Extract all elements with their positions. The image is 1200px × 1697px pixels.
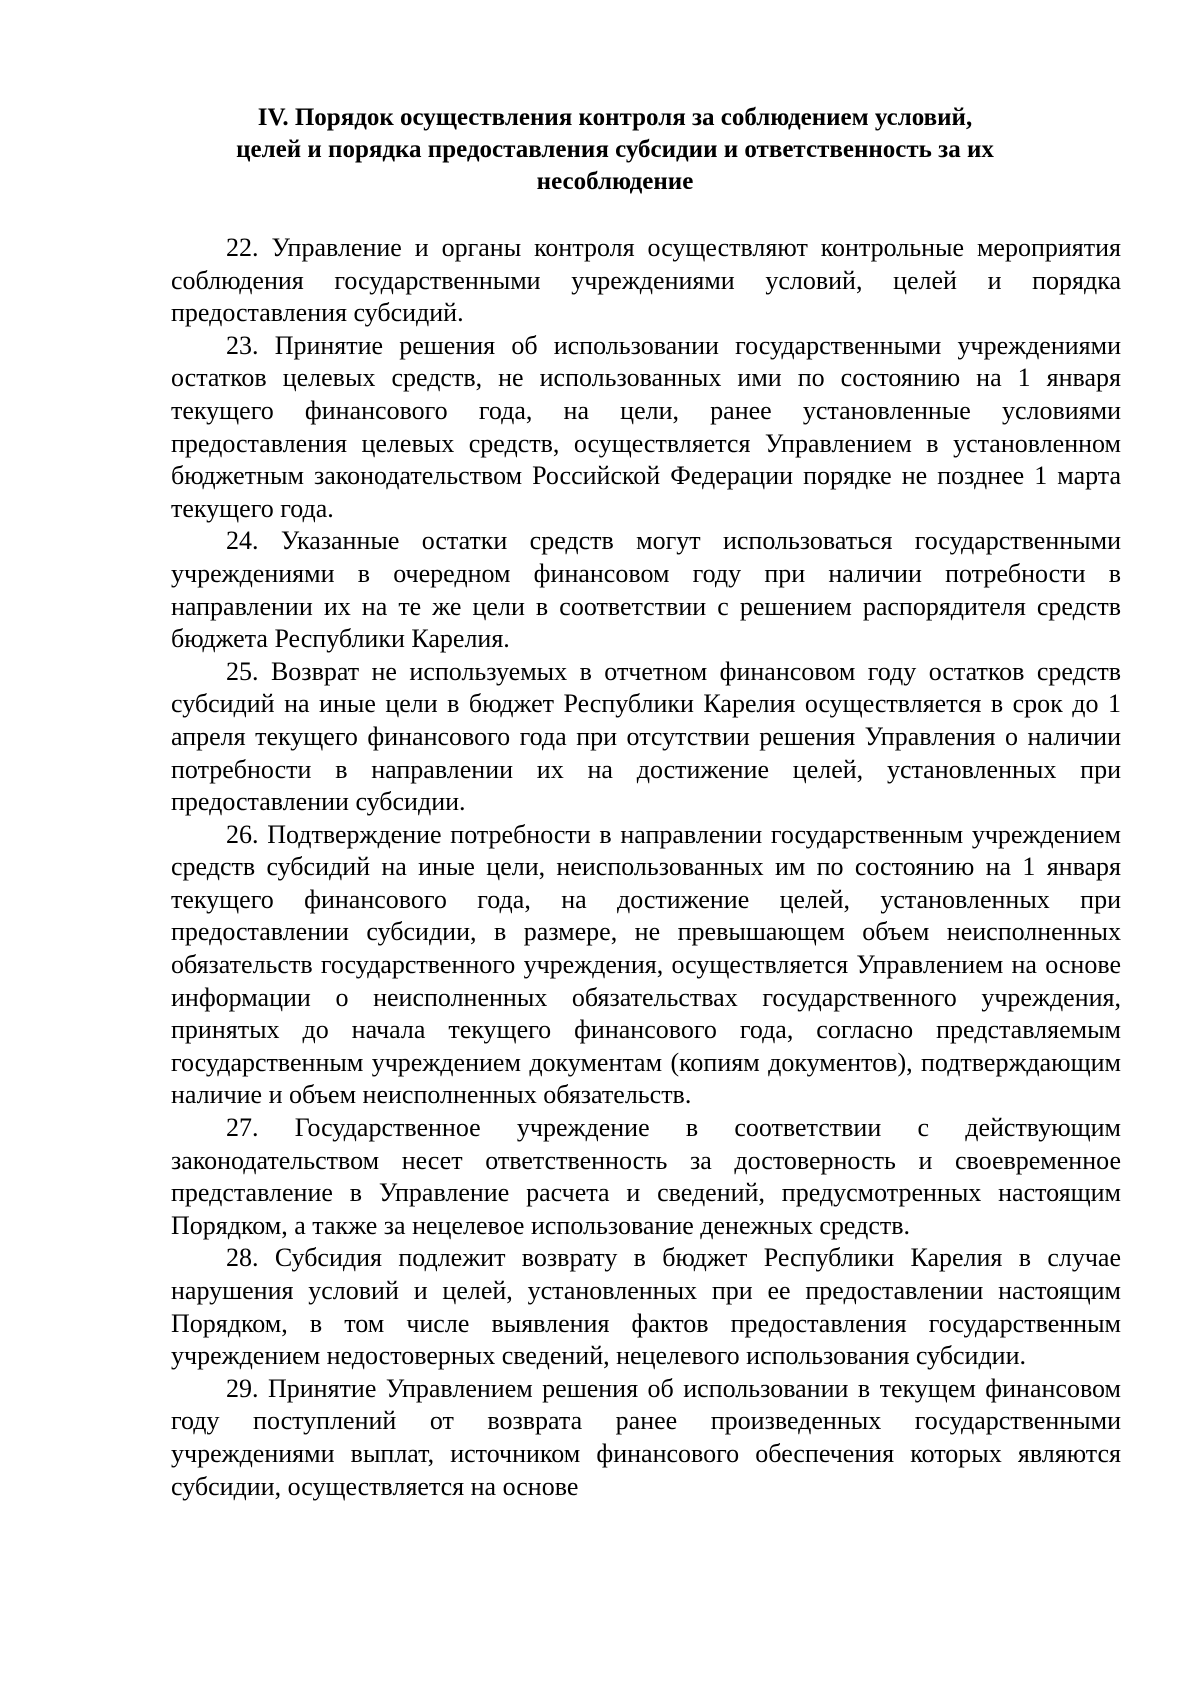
paragraph-27 bbox=[171, 1112, 1121, 1242]
paragraph-text: Принятие решения об использовании государственными учреждениями остатков целевых средств, не использованных ими по состоянию на 1 января текущего финансового года, на цели, ранее установленные условиями предоставления целевых средств, осуществляется Управлением в установленном бюджетным законодательством Российской Федерации порядке не позднее 1 марта текущего года. bbox=[171, 330, 1121, 523]
paragraph-23 bbox=[171, 330, 1121, 526]
paragraph-28 bbox=[171, 1242, 1121, 1372]
paragraph-number: 26. bbox=[226, 819, 259, 849]
heading-line-3: несоблюдение bbox=[536, 168, 694, 195]
heading-line-2: целей и порядка предоставления субсидии и ответственность за их bbox=[236, 136, 994, 163]
paragraph-text: Принятие Управлением решения об использовании в текущем финансовом году поступлений от возврата ранее произведенных государственными учреждениями выплат, источником финансового обеспечения которых являются субсидии, осуществляется на основе bbox=[171, 1373, 1122, 1501]
paragraph-number: 27. bbox=[226, 1113, 259, 1143]
paragraph-text: Возврат не используемых в отчетном финансовом году остатков средств субсидий на иные цели в бюджет Республики Карелия осуществляется в срок до 1 апреля текущего финансового года при отсутствии решения Управления о наличии потребности в направлении их на достижение целей, установленных при предоставлении субсидии. bbox=[171, 656, 1121, 817]
paragraph-number: 29. bbox=[226, 1373, 259, 1403]
paragraph-text: Государственное учреждение в соответствии с действующим законодательством несет ответственность за достоверность и своевременное представление в Управление расчета и сведений, предусмотренных настоящим Порядком, а также за нецелевое использование денежных средств. bbox=[171, 1113, 1122, 1240]
paragraph-text: Подтверждение потребности в направлении государственным учреждением средств субсидий на иные цели, неиспользованных им по состоянию на 1 января текущего финансового года, на достижение целей, установленных при предоставлении субсидии, в размере, не превышающем объем неисполненных обязательств государственного учреждения, осуществляется Управлением на основе информации о неисполненных обязательствах государственного учреждения, принятых до начала текущего финансового года, согласно представляемым государственным учреждением документам (копиям документов), подтверждающим наличие и объем неисполненных обязательств. bbox=[171, 819, 1121, 1110]
paragraph-number: 25. bbox=[226, 656, 259, 686]
paragraph-25 bbox=[171, 656, 1121, 819]
paragraph-29 bbox=[171, 1373, 1121, 1503]
paragraph-number: 24. bbox=[226, 526, 259, 556]
section-heading bbox=[200, 102, 1030, 198]
paragraph-text: Субсидия подлежит возврату в бюджет Республики Карелия в случае нарушения условий и целей, установленных при ее предоставлении настоящим Порядком, в том числе выявления фактов предоставления государственным учреждением недостоверных сведений, нецелевого использования субсидии. bbox=[171, 1243, 1122, 1371]
heading-line-1: IV. Порядок осуществления контроля за соблюдением условий, bbox=[257, 104, 973, 131]
paragraph-number: 23. bbox=[226, 330, 259, 360]
paragraph-26 bbox=[171, 819, 1121, 1112]
paragraph-number: 28. bbox=[226, 1243, 259, 1273]
paragraph-text: Управление и органы контроля осуществляют контрольные мероприятия соблюдения государственными учреждениями условий, целей и порядка предоставления субсидий. bbox=[171, 233, 1121, 328]
paragraph-24 bbox=[171, 525, 1121, 655]
paragraph-number: 22. bbox=[226, 233, 259, 262]
paragraph-22 bbox=[171, 232, 1121, 330]
paragraph-text: Указанные остатки средств могут использоваться государственными учреждениями в очередном финансовом году при наличии потребности в направлении их на те же цели в соответствии с решением распорядителя средств бюджета Республики Карелия. bbox=[171, 526, 1121, 654]
document-body bbox=[171, 232, 1121, 1503]
